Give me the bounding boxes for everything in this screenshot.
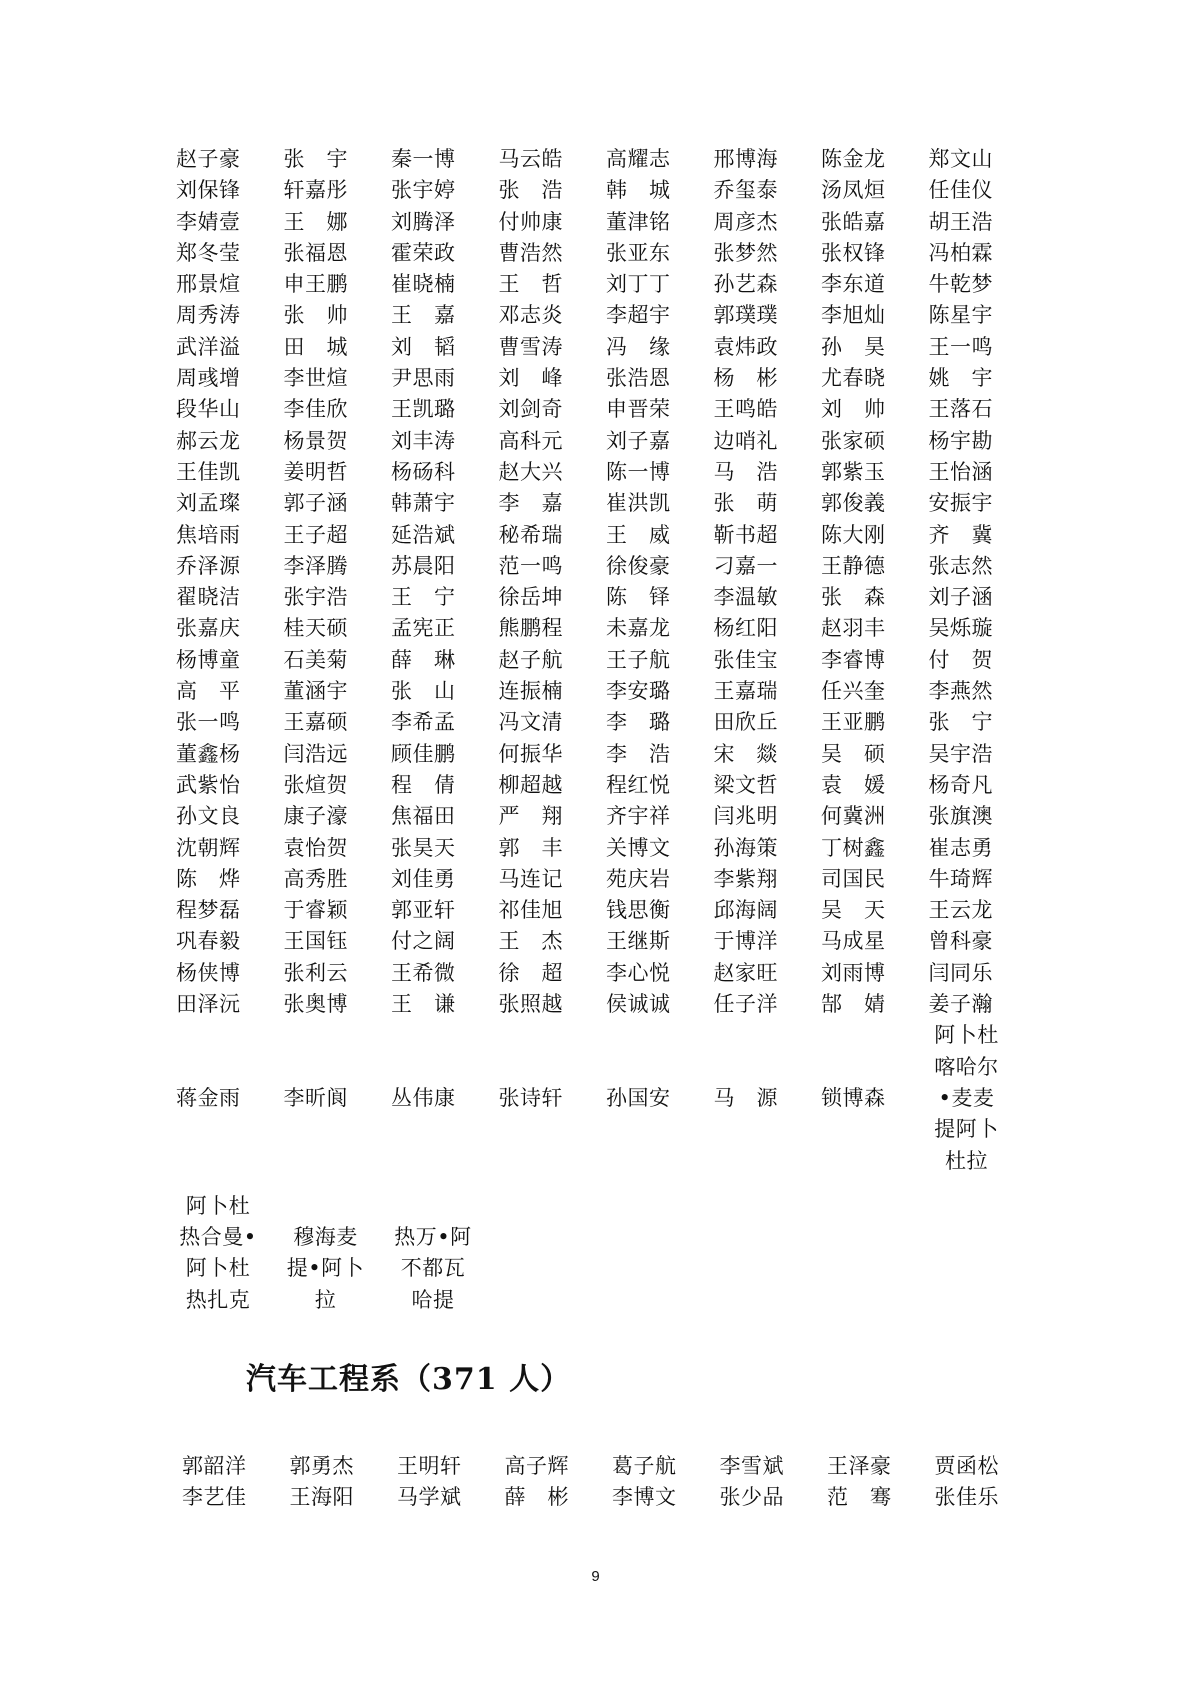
name-cell: 李昕阆	[283, 1085, 348, 1110]
name-cell: 刘丁丁	[606, 272, 671, 297]
name-cell: 乔玺泰	[713, 178, 778, 203]
name-cell: 牛乾梦	[928, 272, 993, 297]
name-cell: 程梦磊	[176, 898, 241, 923]
name-cell: 阿卜杜喀哈尔•麦麦提阿卜杜拉	[934, 1023, 999, 1173]
name-cell: 钱思衡	[606, 898, 671, 923]
name-cell: 霍荣政	[391, 240, 456, 265]
name-cell: 吴 天	[821, 898, 886, 923]
name-cell: 张佳宝	[713, 647, 778, 672]
name-cell: 高耀志	[606, 147, 671, 171]
name-cell: 曹浩然	[498, 240, 563, 265]
name-cell: 李东道	[821, 272, 886, 297]
name-cell: 杨红阳	[713, 616, 778, 641]
name-cell: 王嘉瑞	[713, 679, 778, 704]
name-cell: 崔洪凯	[606, 491, 671, 516]
name-cell: 郑文山	[928, 147, 993, 171]
name-cell: 范一鸣	[498, 553, 563, 578]
name-cell: 赵家旺	[713, 960, 778, 985]
name-cell: 郭璞璞	[713, 303, 778, 328]
name-cell: 张皓嘉	[821, 209, 886, 234]
name-cell: 薛 彬	[504, 1485, 569, 1510]
name-cell: 张 宁	[928, 710, 993, 735]
name-cell: 于睿颖	[283, 898, 348, 923]
name-cell: 崔志勇	[928, 835, 993, 860]
name-cell: 张 山	[391, 679, 456, 704]
name-cell: 王 娜	[283, 209, 348, 234]
name-cell: 边哨礼	[713, 428, 778, 453]
name-cell: 陈一博	[606, 459, 671, 484]
name-cell: 张利云	[283, 960, 348, 985]
name-cell: 薛 琳	[391, 647, 456, 672]
name-cell: 王落石	[928, 397, 993, 422]
name-cell: 王 谦	[391, 992, 456, 1017]
name-cell: 袁炜政	[713, 334, 778, 359]
name-cell: 杨博童	[176, 647, 241, 672]
name-cell: 张 帅	[283, 303, 348, 328]
name-cell: 王国钰	[283, 929, 348, 954]
name-cell: 李艺佳	[182, 1485, 247, 1510]
name-cell: 郭韶洋	[182, 1454, 247, 1478]
name-cell: 刘子嘉	[606, 428, 671, 453]
name-cell: 王佳凯	[176, 459, 241, 484]
name-cell: 段华山	[176, 397, 241, 422]
name-cell: 李泽腾	[283, 553, 348, 578]
name-cell: 靳书超	[713, 522, 778, 547]
name-cell: 未嘉龙	[606, 616, 671, 641]
name-cell: 李博文	[612, 1485, 677, 1510]
name-cell: 董鑫杨	[176, 741, 241, 766]
name-cell: 沈朝辉	[176, 835, 241, 860]
name-cell: 闫浩远	[283, 741, 348, 766]
name-cell: 冯文清	[498, 710, 563, 735]
row-spacer	[606, 1177, 714, 1191]
name-cell: 韩萧宇	[391, 491, 456, 516]
name-cell: 贾函松	[934, 1454, 999, 1478]
name-cell: 秘希瑞	[498, 522, 563, 547]
name-cell: 梁文哲	[713, 772, 778, 797]
name-cell: 赵大兴	[498, 459, 563, 484]
name-cell: 张奥博	[283, 992, 348, 1017]
name-cell: 王怡涵	[928, 459, 993, 484]
name-cell: 王凯璐	[391, 397, 456, 422]
name-cell: 张 宇	[283, 147, 348, 171]
name-cell: 张梦然	[713, 240, 778, 265]
name-cell: 丛伟康	[391, 1085, 456, 1110]
name-cell: 李 浩	[606, 741, 671, 766]
name-cell: 李心悦	[606, 960, 671, 985]
name-cell: 王 宁	[391, 585, 456, 610]
name-cell: 郭紫玉	[821, 459, 886, 484]
name-cell: 张少品	[719, 1485, 784, 1510]
name-cell: 姜子瀚	[928, 992, 993, 1017]
name-cell: 刘 韬	[391, 334, 456, 359]
name-cell: 何振华	[498, 741, 563, 766]
auto-engineering-name-table	[182, 1451, 1042, 1514]
name-cell: 陈大刚	[821, 522, 886, 547]
name-cell: 热万•阿不都瓦哈提	[394, 1225, 472, 1312]
name-cell: 任兴奎	[821, 679, 886, 704]
name-cell: 曹雪涛	[498, 334, 563, 359]
name-cell: 尹思雨	[391, 366, 456, 391]
row-spacer	[499, 1177, 607, 1191]
name-cell: 郭俊義	[821, 491, 886, 516]
name-cell: 邓志炎	[498, 303, 563, 328]
section-heading: 汽车工程系（371 人）	[246, 1362, 572, 1397]
name-cell: 王海阳	[289, 1485, 354, 1510]
name-cell: 邱海阔	[713, 898, 778, 923]
name-cell: 邢博海	[713, 147, 778, 171]
name-cell: 孙 昊	[821, 334, 886, 359]
name-cell: 顾佳鹏	[391, 741, 456, 766]
name-cell: 刘腾泽	[391, 209, 456, 234]
name-cell: 陈 铎	[606, 585, 671, 610]
name-cell: 陈星宇	[928, 303, 993, 328]
name-cell: 邢景煊	[176, 272, 241, 297]
name-cell: 李燕然	[928, 679, 993, 704]
name-cell: 王明轩	[397, 1454, 462, 1478]
page-number: 9	[591, 1568, 600, 1585]
name-cell: 李雪斌	[719, 1454, 784, 1478]
name-cell: 袁 媛	[821, 772, 886, 797]
name-cell: 刘丰涛	[391, 428, 456, 453]
name-cell: 齐宇祥	[606, 804, 671, 829]
name-cell: 李温敏	[713, 585, 778, 610]
name-cell: 司国民	[821, 866, 886, 891]
name-cell: 张嘉庆	[176, 616, 241, 641]
name-cell: 刘 帅	[821, 397, 886, 422]
name-cell: 刘佳勇	[391, 866, 456, 891]
name-cell: 张志然	[928, 553, 993, 578]
name-cell: 范 骞	[827, 1485, 892, 1510]
name-cell: 徐岳坤	[498, 585, 563, 610]
name-cell: 王 哲	[498, 272, 563, 297]
name-cell: 武洋溢	[176, 334, 241, 359]
name-cell: 郑冬莹	[176, 240, 241, 265]
name-cell: 刘子涵	[928, 585, 993, 610]
name-cell: 石美菊	[283, 647, 348, 672]
name-cell: 申王鹏	[283, 272, 348, 297]
name-cell: 马成星	[821, 929, 886, 954]
name-cell: 焦培雨	[176, 522, 241, 547]
name-cell: 王希微	[391, 960, 456, 985]
name-cell: 赵子航	[498, 647, 563, 672]
name-cell: 翟晓洁	[176, 585, 241, 610]
name-cell: 王子超	[283, 522, 348, 547]
name-cell: 郜 婧	[821, 992, 886, 1017]
name-cell: 张佳乐	[934, 1485, 999, 1510]
name-cell: 孙海策	[713, 835, 778, 860]
name-cell: 李希孟	[391, 710, 456, 735]
row-spacer	[284, 1177, 392, 1191]
name-cell: 冯柏霖	[928, 240, 993, 265]
name-list-table	[176, 144, 1036, 1316]
name-cell: 连振楠	[498, 679, 563, 704]
name-cell: 王泽豪	[827, 1454, 892, 1478]
name-cell: 周彦杰	[713, 209, 778, 234]
name-cell: 刁嘉一	[713, 553, 778, 578]
name-cell: 孙国安	[606, 1085, 671, 1110]
name-cell: 关博文	[606, 835, 671, 860]
name-cell: 刘 峰	[498, 366, 563, 391]
name-cell: 张宇浩	[283, 585, 348, 610]
name-cell: 秦一博	[391, 147, 456, 171]
name-cell: 李睿博	[821, 647, 886, 672]
name-cell: 李旭灿	[821, 303, 886, 328]
name-cell: 乔泽源	[176, 553, 241, 578]
name-cell: 任佳仪	[928, 178, 993, 203]
name-cell: 高科元	[498, 428, 563, 453]
name-cell: 申晋荣	[606, 397, 671, 422]
name-cell: 锁博森	[821, 1085, 886, 1110]
name-cell: 冯 缘	[606, 334, 671, 359]
name-cell: 郭 丰	[498, 835, 563, 860]
name-cell: 延浩斌	[391, 522, 456, 547]
name-cell: 崔晓楠	[391, 272, 456, 297]
name-cell: 杨 彬	[713, 366, 778, 391]
name-cell: 王子航	[606, 647, 671, 672]
name-cell: 于博洋	[713, 929, 778, 954]
name-cell: 张煊贺	[283, 772, 348, 797]
name-cell: 齐 冀	[928, 522, 993, 547]
row-spacer	[929, 1177, 1037, 1191]
name-cell: 李超宇	[606, 303, 671, 328]
name-cell: 何冀洲	[821, 804, 886, 829]
name-cell: 陈 烨	[176, 866, 241, 891]
name-cell: 刘雨博	[821, 960, 886, 985]
name-cell: 徐俊豪	[606, 553, 671, 578]
row-spacer	[391, 1177, 499, 1191]
name-cell: 武紫怡	[176, 772, 241, 797]
row-spacer	[176, 1177, 284, 1191]
name-cell: 丁树鑫	[821, 835, 886, 860]
name-cell: 王嘉硕	[283, 710, 348, 735]
name-cell: 张旗澳	[928, 804, 993, 829]
name-cell: 闫同乐	[928, 960, 993, 985]
name-cell: 田泽沅	[176, 992, 241, 1017]
name-cell: 桂天硕	[283, 616, 348, 641]
name-cell: 周秀涛	[176, 303, 241, 328]
name-cell: 李佳欣	[283, 397, 348, 422]
name-cell: 穆海麦提•阿卜拉	[286, 1225, 365, 1312]
name-cell: 王继斯	[606, 929, 671, 954]
name-cell: 马学斌	[397, 1485, 462, 1510]
name-cell: 张亚东	[606, 240, 671, 265]
name-cell: 吴宇浩	[928, 741, 993, 766]
name-cell: 苑庆岩	[606, 866, 671, 891]
name-cell: 马云皓	[498, 147, 563, 171]
name-cell: 杨侠博	[176, 960, 241, 985]
name-cell: 胡王浩	[928, 209, 993, 234]
name-cell: 张诗轩	[498, 1085, 563, 1110]
name-cell: 孙文良	[176, 804, 241, 829]
name-cell: 田欣丘	[713, 710, 778, 735]
name-cell: 高子辉	[504, 1454, 569, 1478]
name-cell: 李婧壹	[176, 209, 241, 234]
name-cell: 张福恩	[283, 240, 348, 265]
name-cell: 刘保锋	[176, 178, 241, 203]
name-cell: 周彧增	[176, 366, 241, 391]
name-cell: 董津铭	[606, 209, 671, 234]
name-cell: 张宇婷	[391, 178, 456, 203]
name-cell: 李安璐	[606, 679, 671, 704]
name-cell: 郭勇杰	[289, 1454, 354, 1478]
name-cell: 王一鸣	[928, 334, 993, 359]
name-cell: 付 贺	[928, 647, 993, 672]
name-cell: 程 倩	[391, 772, 456, 797]
name-cell: 杨宇勘	[928, 428, 993, 453]
name-cell: 马 浩	[713, 459, 778, 484]
name-cell: 郭子涵	[283, 491, 348, 516]
name-cell: 高 平	[176, 679, 241, 704]
name-cell: 刘孟璨	[176, 491, 241, 516]
row-spacer	[821, 1177, 929, 1191]
name-cell: 马连记	[498, 866, 563, 891]
row-spacer	[714, 1177, 822, 1191]
name-cell: 郝云龙	[176, 428, 241, 453]
name-cell: 牛琦辉	[928, 866, 993, 891]
name-cell: 董涵宇	[283, 679, 348, 704]
name-cell: 李紫翔	[713, 866, 778, 891]
name-cell: 郭亚轩	[391, 898, 456, 923]
name-cell: 杨奇凡	[928, 772, 993, 797]
name-cell: 闫兆明	[713, 804, 778, 829]
name-cell: 高秀胜	[283, 866, 348, 891]
name-cell: 姜明哲	[283, 459, 348, 484]
name-cell: 葛子航	[612, 1454, 677, 1478]
name-cell: 李 嘉	[498, 491, 563, 516]
name-cell: 苏晨阳	[391, 553, 456, 578]
name-cell: 吴 硕	[821, 741, 886, 766]
name-cell: 王 嘉	[391, 303, 456, 328]
name-cell: 王静德	[821, 553, 886, 578]
name-cell: 杨景贺	[283, 428, 348, 453]
name-cell: 阿卜杜热合曼•阿卜杜热扎克	[179, 1193, 257, 1312]
name-cell: 王云龙	[928, 898, 993, 923]
name-cell: 祁佳旭	[498, 898, 563, 923]
name-cell: 赵羽丰	[821, 616, 886, 641]
name-cell: 韩 城	[606, 178, 671, 203]
name-cell: 田 城	[283, 334, 348, 359]
name-cell: 任子洋	[713, 992, 778, 1017]
name-cell: 吴烁璇	[928, 616, 993, 641]
name-cell: 马 源	[713, 1085, 778, 1110]
name-cell: 徐 超	[498, 960, 563, 985]
name-cell: 王鸣皓	[713, 397, 778, 422]
name-cell: 巩春毅	[176, 929, 241, 954]
name-cell: 张家硕	[821, 428, 886, 453]
name-cell: 张权锋	[821, 240, 886, 265]
name-cell: 安振宇	[928, 491, 993, 516]
name-cell: 杨砀科	[391, 459, 456, 484]
name-cell: 王 威	[606, 522, 671, 547]
name-cell: 汤凤烜	[821, 178, 886, 203]
name-cell: 尤春晓	[821, 366, 886, 391]
name-cell: 李 璐	[606, 710, 671, 735]
name-cell: 轩嘉彤	[283, 178, 348, 203]
name-cell: 熊鹏程	[498, 616, 563, 641]
name-cell: 严 翔	[498, 804, 563, 829]
name-cell: 蒋金雨	[176, 1085, 241, 1110]
name-cell: 陈金龙	[821, 147, 886, 171]
name-cell: 张 浩	[498, 178, 563, 203]
name-cell: 袁怡贺	[283, 835, 348, 860]
name-cell: 王亚鹏	[821, 710, 886, 735]
name-cell: 姚 宇	[928, 366, 993, 391]
name-cell: 刘剑奇	[498, 397, 563, 422]
name-cell: 张 森	[821, 585, 886, 610]
name-cell: 焦福田	[391, 804, 456, 829]
name-cell: 曾科豪	[928, 929, 993, 954]
name-cell: 孟宪正	[391, 616, 456, 641]
name-cell: 张 萌	[713, 491, 778, 516]
name-cell: 侯诚诚	[606, 992, 671, 1017]
name-cell: 赵子豪	[176, 147, 241, 171]
name-cell: 康子濠	[283, 804, 348, 829]
name-cell: 张昊天	[391, 835, 456, 860]
name-cell: 张照越	[498, 992, 563, 1017]
name-cell: 王 杰	[498, 929, 563, 954]
name-cell: 孙艺森	[713, 272, 778, 297]
name-cell: 柳超越	[498, 772, 563, 797]
name-cell: 李世煊	[283, 366, 348, 391]
name-cell: 张一鸣	[176, 710, 241, 735]
name-cell: 付帅康	[498, 209, 563, 234]
name-cell: 张浩恩	[606, 366, 671, 391]
name-cell: 付之阔	[391, 929, 456, 954]
name-cell: 程红悦	[606, 772, 671, 797]
name-cell: 宋 燚	[713, 741, 778, 766]
